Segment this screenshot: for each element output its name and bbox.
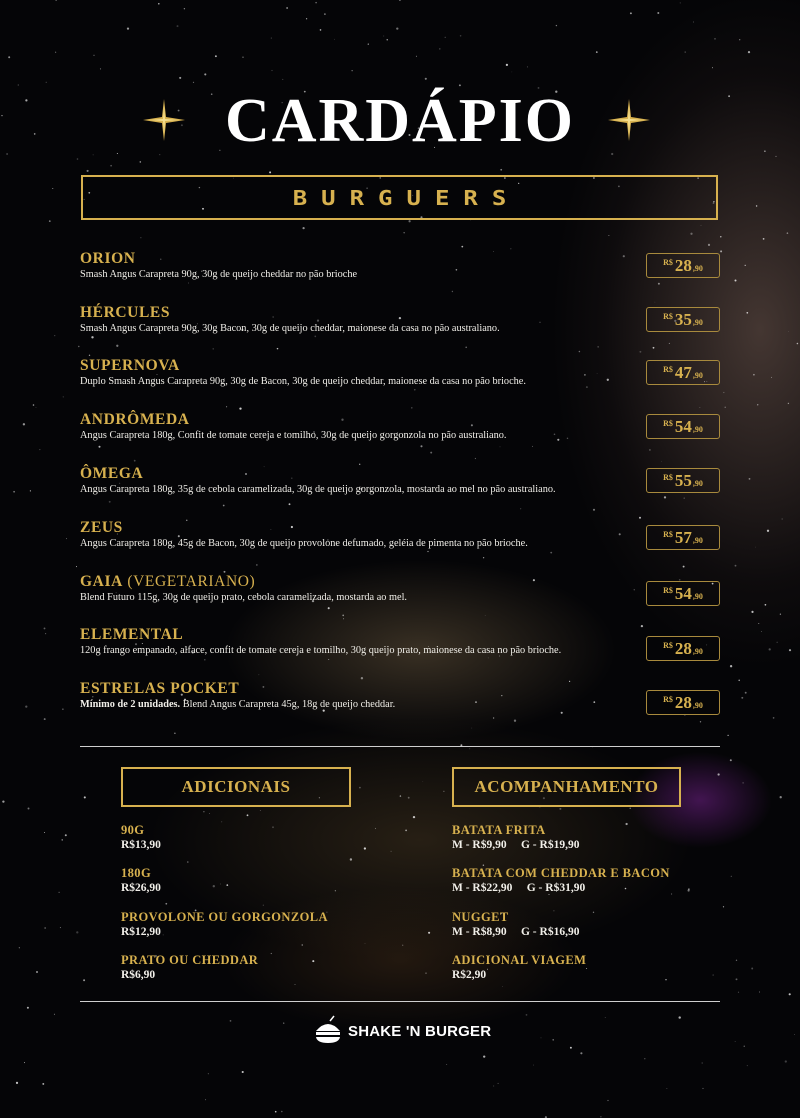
price-tag: R$ 55 ,90 [646,468,720,493]
price-tag: R$ 47 ,90 [646,360,720,385]
price-tag: R$ 35 ,90 [646,307,720,332]
item-name: ÔMEGA [80,465,144,482]
item-name: SUPERNOVA [80,357,180,374]
side-name: NUGGET [452,910,509,924]
list-item [121,866,161,896]
menu-item [80,573,720,605]
item-description: 120g frango empanado, alface, confit de tomate cereja e tomilho, 30g queijo prato, maionese da casa no pão brioche. [80,645,562,656]
acompanhamento-header [452,767,681,807]
list-item [452,823,579,853]
list-item [121,910,328,940]
item-name: ORION [80,250,136,267]
item-description: Angus Carapreta 180g, 45g de Bacon, 30g de queijo provolone defumado, geléia de pimenta no pão brioche. [80,538,528,549]
side-name: BATATA COM CHEDDAR E BACON [452,866,670,880]
menu-item [80,465,720,497]
price-tag: R$ 57 ,90 [646,525,720,550]
price-tag: R$ 28 ,90 [646,690,720,715]
item-name: GAIA (VEGETARIANO) [80,573,256,590]
addon-name: PRATO OU CHEDDAR [121,953,259,967]
list-item [121,953,258,983]
side-name: ADICIONAL VIAGEM [452,953,587,967]
item-description: Mínimo de 2 unidades. Blend Angus Carapreta 45g, 18g de queijo cheddar. [80,699,396,710]
price-tag: R$ 28 ,90 [646,253,720,278]
side-price: R$2,90 [452,969,487,981]
menu-item [80,680,720,712]
item-name: ESTRELAS POCKET [80,680,240,697]
menu-item [80,519,720,551]
item-description: Smash Angus Carapreta 90g, 30g Bacon, 30g de queijo cheddar, maionese da casa no pão australiano. [80,323,500,334]
menu-item [80,626,720,658]
item-name: ZEUS [80,519,123,536]
section-header-burguers [81,175,718,220]
addon-name: 90G [121,823,145,837]
adicionais-header [121,767,351,807]
menu-item [80,357,720,389]
brand-name: SHAKE 'N BURGER [348,1022,492,1040]
menu-item [80,250,720,282]
item-name: ANDRÔMEDA [80,411,190,428]
brand-logo [312,1014,491,1048]
section-title: BURGUERS [292,185,521,210]
addon-name: PROVOLONE OU GORGONZOLA [121,910,328,924]
page-title: CARDÁPIO [224,87,576,155]
menu-item [80,411,720,443]
list-item [121,823,161,853]
item-description: Duplo Smash Angus Carapreta 90g, 30g de Bacon, 30g de queijo cheddar, maionese da casa no pão brioche. [80,376,526,387]
divider [80,1001,720,1002]
list-item [452,910,579,940]
item-name: HÉRCULES [80,304,171,321]
side-price: M - R$22,90 G - R$31,90 [452,882,586,894]
item-description: Blend Futuro 115g, 30g de queijo prato, cebola caramelizada, mostarda ao mel. [80,592,408,603]
burger-logo-icon [312,1015,344,1047]
price-tag: R$ 54 ,90 [646,581,720,606]
item-description: Angus Carapreta 180g, 35g de cebola caramelizada, 30g de queijo gorgonzola, mostarda ao mel no pão australiano. [80,484,556,495]
list-item [452,866,670,896]
item-description: Angus Carapreta 180g, Confit de tomate cereja e tomilho, 30g de queijo gorgonzola no pão australiano. [80,430,507,441]
item-name: ELEMENTAL [80,626,184,643]
side-price: M - R$9,90 G - R$19,90 [452,839,580,851]
adicionais-title: ADICIONAIS [181,777,291,796]
addon-price: R$13,90 [121,839,161,851]
acompanhamento-title: ACOMPANHAMENTO [474,777,659,796]
item-description: Smash Angus Carapreta 90g, 30g de queijo cheddar no pão brioche [80,269,358,280]
addon-price: R$6,90 [121,969,156,981]
addon-price: R$12,90 [121,926,161,938]
price-tag: R$ 54 ,90 [646,414,720,439]
side-price: M - R$8,90 G - R$16,90 [452,926,580,938]
menu-item [80,304,720,336]
sparkle-icon [606,97,652,143]
side-name: BATATA FRITA [452,823,546,837]
addon-name: 180G [121,866,152,880]
addon-price: R$26,90 [121,882,161,894]
price-tag: R$ 28 ,90 [646,636,720,661]
list-item [452,953,586,983]
divider [80,746,720,747]
